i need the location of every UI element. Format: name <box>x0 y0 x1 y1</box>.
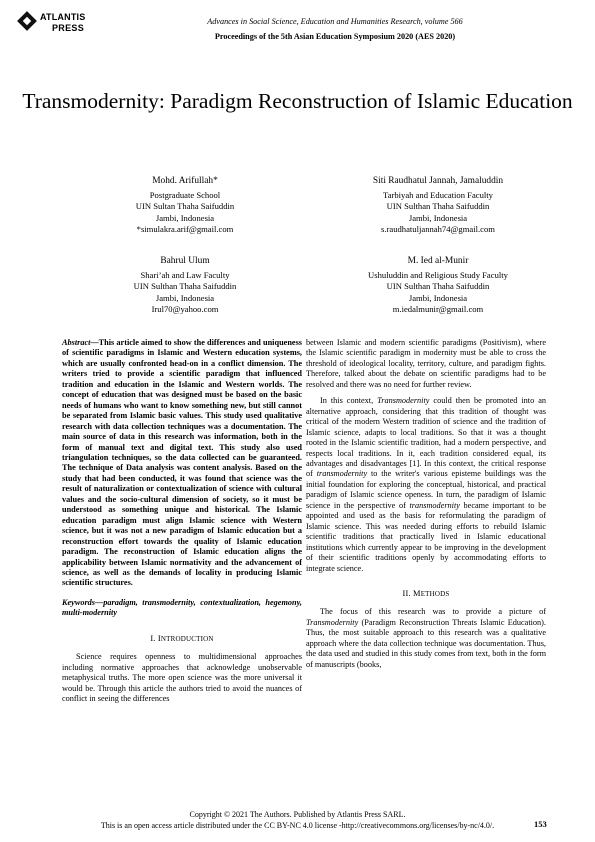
author-block <box>70 256 300 316</box>
author-block <box>323 256 553 316</box>
author-name: Mohd. Arifullah* <box>152 176 218 186</box>
footer-copyright: Copyright © 2021 The Authors. Published by Atlantis Press SARL. <box>189 810 406 819</box>
abstract-lead: Abstract <box>62 338 91 347</box>
author-affiliation: Postgraduate School <box>149 189 221 200</box>
author-name: Siti Raudhatul Jannah, Jamaluddin <box>372 176 504 186</box>
author-affiliation: Shari’ah and Law Faculty <box>140 269 230 280</box>
section-heading-methods: II. METHODS <box>402 588 450 598</box>
author-email: m.iedalmunir@gmail.com <box>392 304 484 315</box>
author-email: *simulakra.arif@gmail.com <box>136 224 234 235</box>
right-column <box>306 338 546 670</box>
abstract <box>62 338 302 589</box>
atlantis-logo-icon <box>17 11 37 31</box>
author-institution: UIN Sulthan Thaha Saifuddin <box>386 281 490 292</box>
section-heading-introduction: I. INTRODUCTION <box>150 633 214 643</box>
keywords: Keywords—paradigm, transmodernity, contextualization, hegemony, multi-modernity <box>62 597 302 618</box>
author-name: M. Ied al-Munir <box>407 256 469 266</box>
intro-paragraph: Science requires openness to multidimensional approaches including normative approaches that acknowledge unobservable metaphysical truths. The more open science was the more universal it would be. Through this article the authors tried to avoid the nuances of conflict in seeing the differences <box>62 652 302 704</box>
author-location: Jambi, Indonesia <box>155 212 215 223</box>
author-email: s.raudhatuljannah74@gmail.com <box>381 224 495 235</box>
author-institution: UIN Sulthan Thaha Saifuddin <box>386 201 490 212</box>
author-email: Irul70@yahoo.com <box>151 304 219 315</box>
author-affiliation: Ushuluddin and Religious Study Faculty <box>368 269 508 280</box>
methods-paragraph: The focus of this research was to provide a picture of Transmodernity (Paradigm Reconstruction Threats Islamic Education). Thus, the most suitable approach to this research was a qualitative approach where the data collection technique was documentation. Thus, the data used and studied in this study comes from text, both in the form of manuscripts (books, <box>306 607 546 669</box>
author-location: Jambi, Indonesia <box>408 292 468 303</box>
journal-name: Advances in Social Science, Education and Humanities Research, volume 566 <box>207 17 463 26</box>
author-location: Jambi, Indonesia <box>155 292 215 303</box>
left-column <box>62 338 302 705</box>
logo-text-atlantis: ATLANTIS <box>40 12 86 22</box>
page-number: 153 <box>534 819 547 829</box>
intro-paragraph-continued: between Islamic and modern scientific paradigms (Positivism), where the Islamic scientific paradigm in modernity must be able to cross the threshold of ideological locality, territory, culture, and paradigm fights. Therefore, talked about the debate on scientific paradigms had to be resolved and there was no need for further review. <box>306 338 546 389</box>
logo-text-press: PRESS <box>52 23 85 33</box>
author-institution: UIN Sultan Thaha Saifuddin <box>135 201 235 212</box>
footer-license: This is an open access article distributed under the CC BY-NC 4.0 license -http://creativecommons.org/licenses/by-nc/4.0/. <box>100 821 495 830</box>
author-institution: UIN Sulthan Thaha Saifuddin <box>133 281 237 292</box>
publisher-logo <box>20 12 90 38</box>
proceedings-name: Proceedings of the 5th Asian Education Symposium 2020 (AES 2020) <box>214 32 456 41</box>
author-location: Jambi, Indonesia <box>408 212 468 223</box>
intro-paragraph-transmodernity: In this context, Transmodernity could then be promoted into an alternative approach, considering that this tradition of thought was critical of the modern Western tradition of science and the tradition of Islamic science, adapts to local traditions. So that it was a thought rooted in the Islamic scientific tradition, had a modern perspective, and respects local traditions. In it, each tradition considered equal, its advantages and disadvantages [1]. In this context, the critical response of transmodernity to the writer's various episteme buildings was the initial foundation for exploring the conceptual, historical, and practical paradigm of Islamic science openess. In turn, the paradigm of Islamic science in the perspective of transmodernity became important to be appointed and used as the basis for reformulating the paradigm of Islamic science. This was needed during efforts to rebuild Islamic scientific traditions that practically lived in Islamic educational institutions which currently appear to be improving in the development of their scientific traditions openly by accommodating efforts to integrate science. <box>306 396 547 573</box>
paper-title: Transmodernity: Paradigm Reconstruction of Islamic Education <box>22 89 573 113</box>
author-name: Bahrul Ulum <box>160 256 210 266</box>
author-affiliation: Tarbiyah and Education Faculty <box>383 189 493 200</box>
author-block <box>323 176 553 236</box>
author-block <box>70 176 300 236</box>
abstract-body: —This article aimed to show the differences and uniqueness of scientific paradigms in Islamic and Western education systems, which are usually confronted head-on in a conflict dimension. The writers tried to provide a scientific paradigm that influenced tradition and education in the Islamic and Western worlds. The concept of education that was designed must be based on the basic needs of humans who want to know something new, but still cannot be separated from Islamic basic values. This study used qualitative research with data collection techniques was a documentation. The main source of data in this research was information, both in the form of manual text and digital text. This study also used triangulation techniques, so the data collected can be guaranteed. The technique of Data analysis was content analysis. Based on the study that had been conducted, it was found that science was the result of naturalization or contextualization of science with cultural values and the socio-cultural dimension of society, so it must be understood as something unique and historical. The Islamic education paradigm must align Islamic science with Western science, but it was not a new paradigm of Islamic education but a reconstruction effort towards the quality of Islamic education paradigm. The reconstruction of Islamic education aligns the applicability between Islamic normativity and the advancement of science, as well as the demands of locality in producing Islamic scientific structures. <box>62 338 302 588</box>
